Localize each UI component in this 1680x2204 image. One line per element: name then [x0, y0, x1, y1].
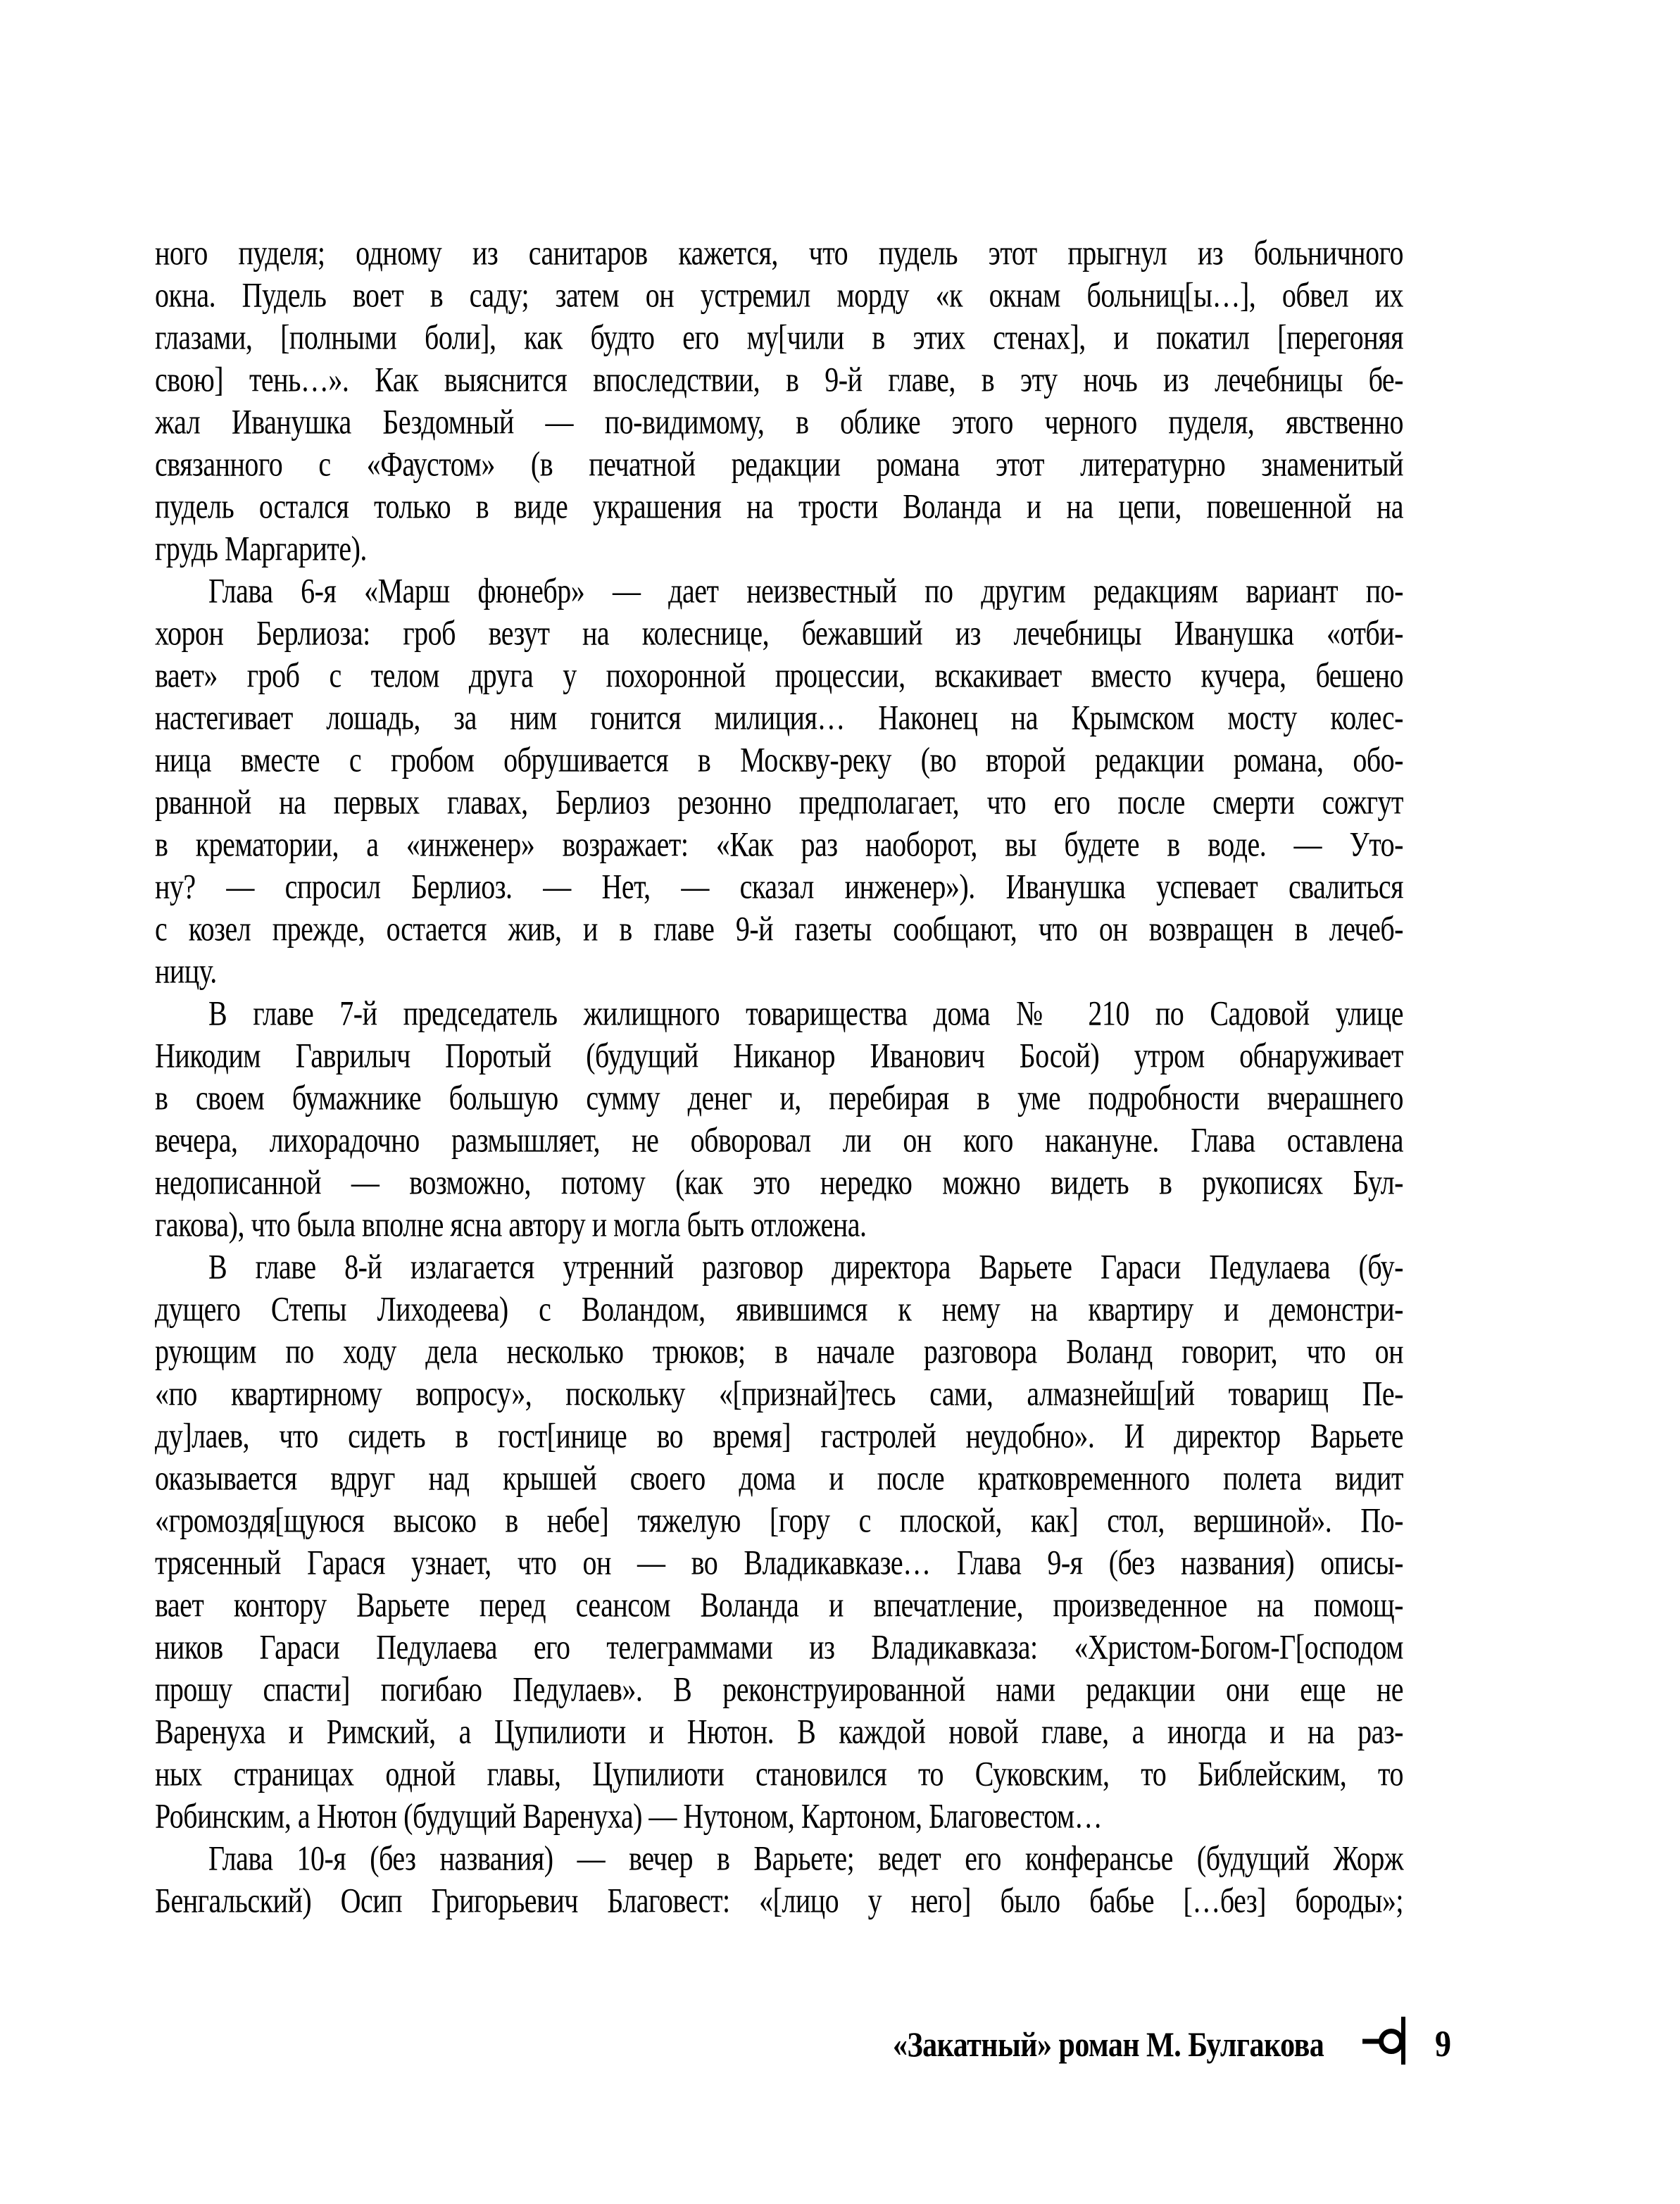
text-line: грудь Маргарите).	[155, 528, 367, 568]
text-line: Робинским, а Нютон (будущий Варенуха) — Нутоном, Картоном, Благовестом…	[155, 1796, 1103, 1836]
text-line: Варенуха и Римский, а Цупилиоти и Нютон. В каждой новой главе, а иногда и на раз-	[155, 1711, 1403, 1751]
text-line: пудель остался только в виде украшения на трости Воланда и на цепи, повешенной на	[155, 486, 1403, 526]
text-line: с козел прежде, остается жив, и в главе 9-й газеты сообщают, что он возвращен в лечеб-	[155, 908, 1403, 948]
text-line: хорон Берлиоза: гроб везут на колеснице, бежавший из лечебницы Иванушка «отби-	[155, 613, 1403, 653]
text-line: «громоздя[щуюся высоко в небе] тяжелую [гору с плоской, как] стол, вершиной». По-	[155, 1500, 1403, 1540]
text-line: оказывается вдруг над крышей своего дома и после кратковременного полета видит	[155, 1458, 1403, 1498]
text-line: связанного с «Фаустом» (в печатной редакции романа этот литературно знаменитый	[155, 444, 1403, 484]
text-line: вает» гроб с телом друга у похоронной процессии, вскакивает вместо кучера, бешено	[155, 655, 1403, 695]
text-line: недописанной — возможно, потому (как это нередко можно видеть в рукописях Бул-	[155, 1162, 1403, 1202]
paragraph	[155, 993, 1403, 1246]
text-line: ников Гараси Педулаева его телеграммами из Владикавказа: «Христом-Богом-Г[осподом	[155, 1627, 1403, 1667]
text-line: свою] тень…». Как выяснится впоследствии, в 9-й главе, в эту ночь из лечебницы бе-	[155, 359, 1403, 399]
text-line: ного пуделя; одному из санитаров кажется, что пудель этот прыгнул из больничного	[155, 232, 1403, 273]
text-line: глазами, [полными боли], как будто его му[чили в этих стенах], и покатил [перегоняя	[155, 317, 1403, 357]
text-line: дущего Степы Лиходеева) с Воландом, явившимся к нему на квартиру и демонстри-	[155, 1289, 1403, 1329]
dash-circle-bar-ornament-icon	[1361, 2014, 1408, 2067]
text-line: ду]лаев, что сидеть в гост[инице во время] гастролей неудобно». И директор Варьете	[155, 1415, 1403, 1455]
text-line: настегивает лошадь, за ним гонится милиция… Наконец на Крымском мосту колес-	[155, 697, 1403, 737]
paragraph	[155, 232, 1403, 570]
text-line: ных страницах одной главы, Цупилиоти становился то Суковским, то Библейским, то	[155, 1753, 1403, 1793]
text-line: окна. Пудель воет в саду; затем он устремил морду «к окнам больниц[ы…], обвел их	[155, 275, 1403, 315]
text-line: в своем бумажнике большую сумму денег и, перебирая в уме подробности вчерашнего	[155, 1077, 1403, 1117]
paragraph	[155, 1838, 1403, 1922]
text-line: Бенгальский) Осип Григорьевич Благовест: «[лицо у него] было бабье […без] бороды»;	[155, 1880, 1403, 1920]
text-line: вечера, лихорадочно размышляет, не обворовал ли он кого накануне. Глава оставлена	[155, 1120, 1403, 1160]
text-line: В главе 8-й излагается утренний разговор директора Варьете Гараси Педулаева (бу-	[208, 1246, 1403, 1286]
text-line: трясенный Гарася узнает, что он — во Владикавказе… Глава 9-я (без названия) описы-	[155, 1542, 1403, 1582]
text-line: ницу.	[155, 951, 217, 991]
text-line: прошу спасти] погибаю Педулаев». В реконструированной нами редакции они еще не	[155, 1669, 1403, 1709]
text-line: рующим по ходу дела несколько трюков; в начале разговора Воланд говорит, что он	[155, 1331, 1403, 1371]
text-line: «по квартирному вопросу», поскольку «[признай]тесь сами, алмазнейш[ий товарищ Пе-	[155, 1373, 1403, 1413]
page-number: 9	[1435, 2022, 1451, 2065]
paragraph	[155, 570, 1403, 993]
text-line: Никодим Гаврилыч Поротый (будущий Никанор Иванович Босой) утром обнаруживает	[155, 1035, 1403, 1075]
text-line: в крематории, а «инженер» возражает: «Как раз наоборот, вы будете в воде. — Уто-	[155, 824, 1403, 864]
text-line: ну? — спросил Берлиоз. — Нет, — сказал инженер»). Иванушка успевает свалиться	[155, 866, 1403, 906]
body-text	[155, 232, 1403, 1922]
text-line: рванной на первых главах, Берлиоз резонно предполагает, что его после смерти сожгут	[155, 782, 1403, 822]
text-line: В главе 7-й председатель жилищного товарищества дома № 210 по Садовой улице	[208, 993, 1403, 1033]
text-line: гакова), что была вполне ясна автору и могла быть отложена.	[155, 1204, 867, 1244]
text-line: Глава 6-я «Марш фюнебр» — дает неизвестный по другим редакциям вариант по-	[208, 570, 1403, 611]
paragraph	[155, 1246, 1403, 1838]
text-line: Глава 10-я (без названия) — вечер в Варьете; ведет его конферансье (будущий Жорж	[208, 1838, 1403, 1878]
text-line: вает контору Варьете перед сеансом Воланда и впечатление, произведенное на помощ-	[155, 1584, 1403, 1624]
text-line: жал Иванушка Бездомный — по-видимому, в облике этого черного пуделя, явственно	[155, 401, 1403, 442]
text-line: ница вместе с гробом обрушивается в Москву-реку (во второй редакции романа, обо-	[155, 739, 1403, 779]
running-title: «Закатный» роман М. Булгакова	[893, 2026, 1324, 2065]
